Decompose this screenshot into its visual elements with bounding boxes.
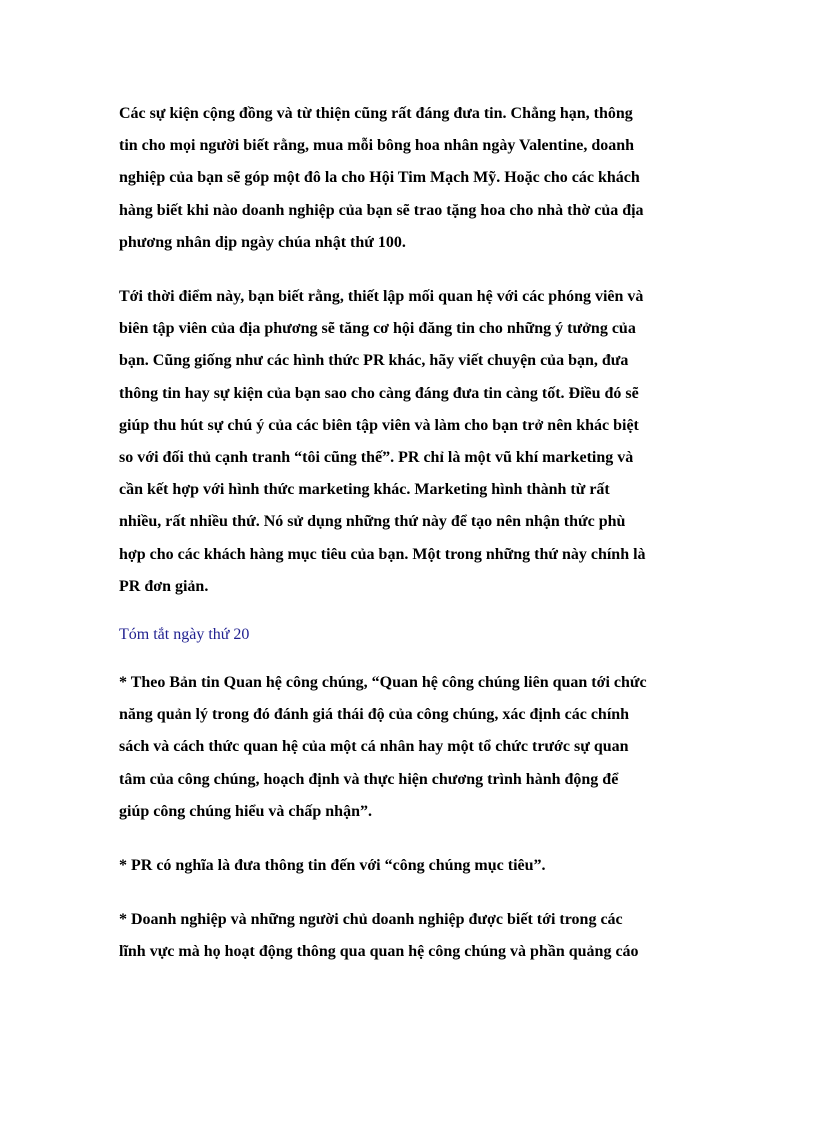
text-line: nghiệp của bạn sẽ góp một đô la cho Hội Tim Mạch Mỹ. Hoặc cho các khách [119, 169, 640, 187]
paragraph-spacer [119, 259, 704, 281]
section-spacer [119, 650, 704, 667]
text-line: so với đối thủ cạnh tranh “tôi cũng thế”. PR chỉ là một vũ khí marketing và [119, 449, 634, 467]
summary-item-definition [119, 667, 704, 828]
summary-item-business-owners [119, 904, 704, 968]
text-line: cần kết hợp với hình thức marketing khác. Marketing hình thành từ rất [119, 481, 610, 499]
text-line: tin cho mọi người biết rằng, mua mỗi bông hoa nhân ngày Valentine, doanh [119, 137, 635, 155]
paragraph-community-events [119, 98, 704, 259]
text-line: Tới thời điểm này, bạn biết rằng, thiết lập mối quan hệ với các phóng viên và [119, 288, 644, 306]
paragraph-press-relations [119, 281, 704, 603]
text-line: thông tin hay sự kiện của bạn sao cho càng đáng đưa tin càng tốt. Điều đó sẽ [119, 384, 639, 402]
text-line: bạn. Cũng giống như các hình thức PR khác, hãy viết chuyện của bạn, đưa [119, 352, 629, 370]
text-line: giúp công chúng hiểu và chấp nhận”. [119, 802, 372, 820]
text-line: * Theo Bản tin Quan hệ công chúng, “Quan hệ công chúng liên quan tới chức [119, 674, 647, 692]
text-line: * Doanh nghiệp và những người chủ doanh nghiệp được biết tới trong các [119, 911, 623, 929]
text-line: PR đơn giản. [119, 577, 209, 595]
text-line: giúp thu hút sự chú ý của các biên tập viên và làm cho bạn trở nên khác biệt [119, 416, 639, 434]
text-line: Các sự kiện cộng đồng và từ thiện cũng rất đáng đưa tin. Chẳng hạn, thông [119, 105, 633, 122]
text-line: phương nhân dịp ngày chúa nhật thứ 100. [119, 233, 406, 251]
text-line: tâm của công chúng, hoạch định và thực hiện chương trình hành động để [119, 770, 619, 788]
text-line: * PR có nghĩa là đưa thông tin đến với “công chúng mục tiêu”. [119, 857, 546, 875]
section-spacer [119, 603, 704, 620]
text-line: biên tập viên của địa phương sẽ tăng cơ hội đăng tin cho những ý tưởng của [119, 320, 636, 338]
summary-item-target-public [119, 850, 704, 882]
text-line: hàng biết khi nào doanh nghiệp của bạn sẽ trao tặng hoa cho nhà thờ của địa [119, 201, 644, 219]
document-page [119, 98, 704, 969]
text-line: sách và cách thức quan hệ của một cá nhân hay một tổ chức trước sự quan [119, 738, 629, 756]
text-line: hợp cho các khách hàng mục tiêu của bạn. Một trong những thứ này chính là [119, 545, 646, 563]
text-line: năng quản lý trong đó đánh giá thái độ của công chúng, xác định các chính [119, 706, 630, 724]
paragraph-spacer [119, 882, 704, 904]
paragraph-spacer [119, 828, 704, 850]
text-line: nhiều, rất nhiều thứ. Nó sử dụng những thứ này để tạo nên nhận thức phù [119, 513, 626, 531]
section-heading: Tóm tắt ngày thứ 20 [119, 626, 250, 644]
text-line: lĩnh vực mà họ hoạt động thông qua quan hệ công chúng và phần quảng cáo [119, 943, 639, 961]
